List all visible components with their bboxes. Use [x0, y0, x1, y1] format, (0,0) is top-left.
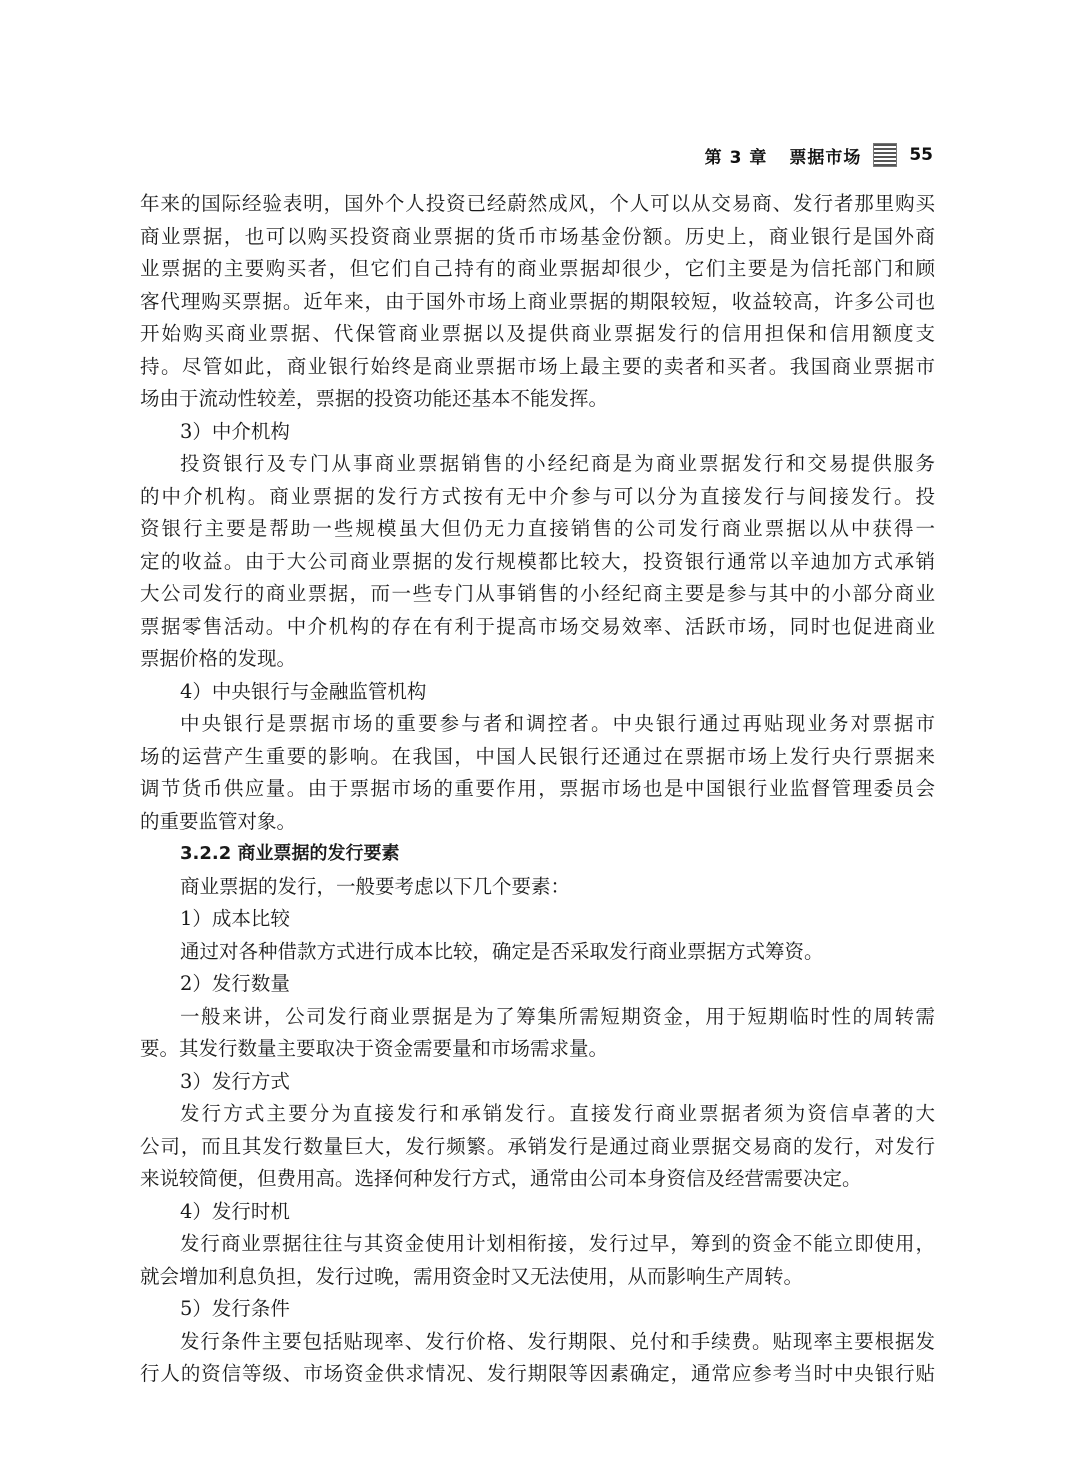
running-header: [705, 140, 933, 170]
text-line: 公司，而且其发行数量巨大，发行频繁。承销发行是通过商业票据交易商的发行，对发行: [140, 1134, 935, 1158]
header-bar-icon: [873, 143, 897, 167]
text-line: 3）中介机构: [180, 419, 290, 443]
text-line: 票据零售活动。中介机构的存在有利于提高市场交易效率、活跃市场，同时也促进商业: [140, 614, 935, 638]
text-line: 持。尽管如此，商业银行始终是商业票据市场上最主要的卖者和买者。我国商业票据市: [140, 354, 935, 378]
text-line: 的中介机构。商业票据的发行方式按有无中介参与可以分为直接发行与间接发行。投: [140, 484, 935, 508]
text-line: 要。其发行数量主要取决于资金需要量和市场需求量。: [140, 1037, 609, 1060]
text-line: 商业票据的发行，一般要考虑以下几个要素：: [180, 874, 571, 898]
text-line: 4）发行时机: [180, 1199, 290, 1223]
text-line: 来说较简便，但费用高。选择何种发行方式，通常由公司本身资信及经营需要决定。: [140, 1167, 862, 1190]
text-line: 场由于流动性较差，票据的投资功能还基本不能发挥。: [140, 387, 609, 410]
text-line: 调节货币供应量。由于票据市场的重要作用，票据市场也是中国银行业监督管理委员会: [140, 777, 935, 800]
text-line: 3）发行方式: [180, 1069, 290, 1093]
text-line: 一般来讲，公司发行商业票据是为了筹集所需短期资金，用于短期临时性的周转需: [180, 1004, 935, 1028]
text-line: 商业票据，也可以购买投资商业票据的货币市场基金份额。历史上，商业银行是国外商: [140, 224, 935, 248]
text-line: 投资银行及专门从事商业票据销售的小经纪商是为商业票据发行和交易提供服务: [180, 452, 935, 475]
text-line: 发行商业票据往往与其资金使用计划相衔接，发行过早，筹到的资金不能立即使用，: [180, 1232, 935, 1255]
text-line: 5）发行条件: [180, 1297, 290, 1320]
text-line: 的重要监管对象。: [140, 809, 297, 833]
text-line: 开始购买商业票据、代保管商业票据以及提供商业票据发行的信用担保和信用额度支: [140, 322, 935, 345]
text-line: 场的运营产生重要的影响。在我国，中国人民银行还通过在票据市场上发行央行票据来: [140, 744, 935, 768]
text-line: 大公司发行的商业票据，而一些专门从事销售的小经纪商主要是参与其中的小部分商业: [140, 582, 935, 605]
text-line: 就会增加利息负担，发行过晚，需用资金时又无法使用，从而影响生产周转。: [140, 1264, 804, 1288]
text-line: 2）发行数量: [180, 972, 290, 995]
text-line: 客代理购买票据。近年来，由于国外市场上商业票据的期限较短，收益较高，许多公司也: [140, 289, 935, 313]
section-heading: 3.2.2 商业票据的发行要素: [180, 843, 400, 864]
text-line: 资银行主要是帮助一些规模虽大但仍无力直接销售的公司发行商业票据以从中获得一: [140, 517, 935, 540]
text-line: 发行条件主要包括贴现率、发行价格、发行期限、兑付和手续费。贴现率主要根据发: [180, 1329, 935, 1353]
text-line: 年来的国际经验表明，国外个人投资已经蔚然成风，个人可以从交易商、发行者那里购买: [140, 192, 935, 215]
text-line: 4）中央银行与金融监管机构: [180, 679, 427, 703]
page-number: 55: [909, 145, 933, 165]
text-line: 业票据的主要购买者，但它们自己持有的商业票据却很少，它们主要是为信托部门和顾: [140, 257, 935, 280]
text-line: 发行方式主要分为直接发行和承销发行。直接发行商业票据者须为资信卓著的大: [180, 1102, 935, 1125]
text-line: 行人的资信等级、市场资金供求情况、发行期限等因素确定，通常应参考当时中央银行贴: [140, 1362, 935, 1385]
chapter-label: 第 3 章: [704, 147, 768, 168]
body-text: [140, 188, 935, 1391]
text-line: 1）成本比较: [180, 907, 290, 930]
text-line: 定的收益。由于大公司商业票据的发行规模都比较大，投资银行通常以辛迪加方式承销: [140, 549, 935, 573]
text-line: 中央银行是票据市场的重要参与者和调控者。中央银行通过再贴现业务对票据市: [180, 712, 935, 735]
text-line: 通过对各种借款方式进行成本比较，确定是否采取发行商业票据方式筹资。: [180, 939, 824, 963]
text-line: 票据价格的发现。: [140, 647, 297, 670]
chapter-title: 票据市场: [789, 147, 862, 168]
